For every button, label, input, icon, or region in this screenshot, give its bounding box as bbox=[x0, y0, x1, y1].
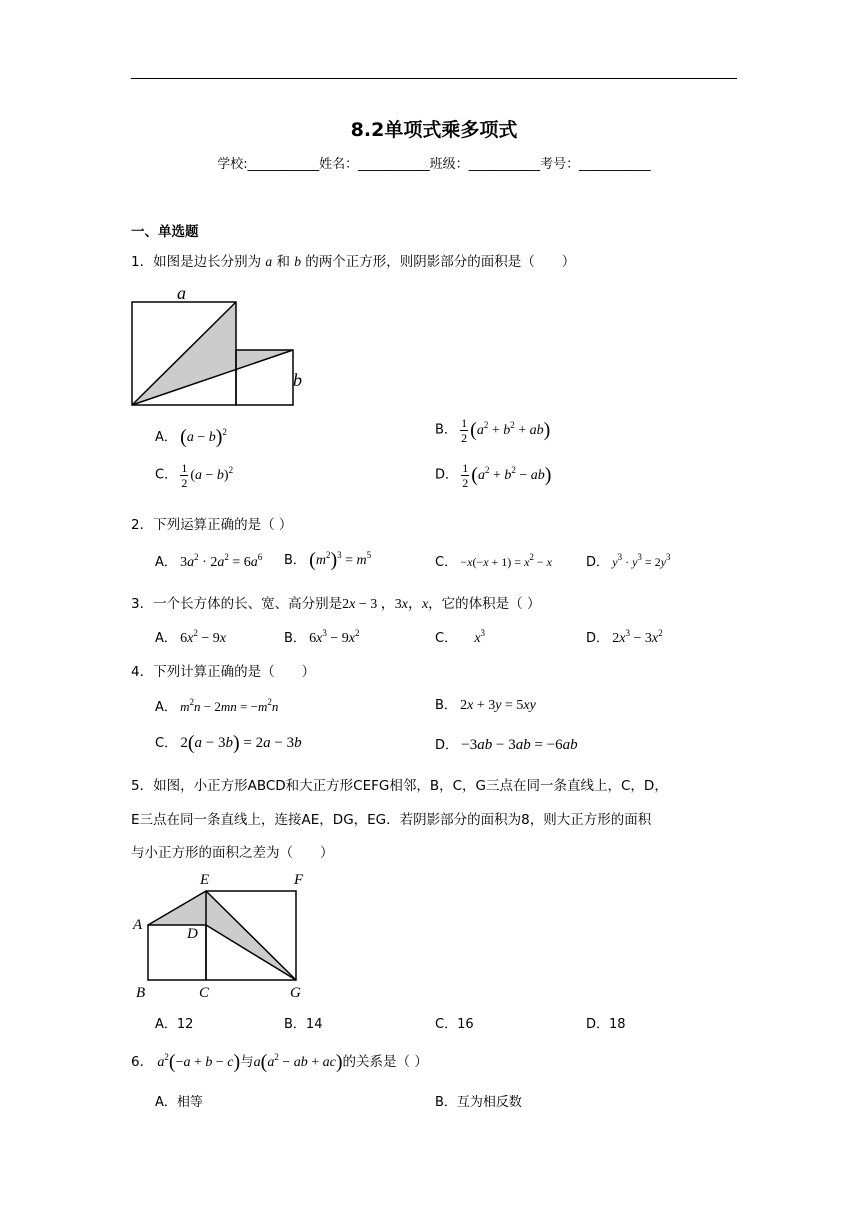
question-5-line-3: 与小正方形的面积之差为（ ） bbox=[131, 845, 334, 861]
q5-line-eg bbox=[206, 891, 296, 980]
q5-label-f: F bbox=[294, 872, 304, 888]
q3-option-c[interactable] bbox=[435, 627, 485, 647]
stem-text: 与 bbox=[240, 1054, 254, 1070]
option-label: C． bbox=[155, 736, 178, 751]
option-label: B．互为相反数 bbox=[435, 1095, 522, 1110]
q5-label-c: C bbox=[199, 985, 210, 1001]
stem-text: 的两个正方形，则阴影部分的面积是（ ） bbox=[305, 254, 576, 270]
q1-label-b: b bbox=[293, 370, 302, 390]
q4-option-d[interactable] bbox=[435, 734, 578, 754]
top-rule bbox=[131, 78, 737, 79]
option-label: B． bbox=[284, 631, 306, 646]
question-5-line-1: 5．如图，小正方形ABCD和大正方形CEFG相邻，B，C，G三点在同一条直线上，C，D， bbox=[131, 778, 668, 794]
q1-option-c[interactable] bbox=[155, 462, 233, 489]
q5-option-b[interactable] bbox=[284, 1013, 322, 1032]
q5-figure bbox=[128, 866, 318, 1006]
stem-text: 如图是边长分别为 bbox=[153, 254, 262, 270]
option-label: D． bbox=[586, 631, 610, 646]
option-math: $x^3$ bbox=[474, 628, 486, 646]
q5-option-d[interactable] bbox=[586, 1013, 626, 1032]
question-number: 1． bbox=[131, 254, 154, 270]
stem-math: 2x − 3 ，3x，x bbox=[342, 597, 429, 612]
option-math: −3ab − 3ab = −6ab bbox=[461, 737, 578, 753]
option-math: 2x + 3y = 5xy bbox=[460, 698, 536, 713]
option-math: $\frac{1}{2}$ $(a^2 + b^2 + ab)$ bbox=[461, 416, 551, 445]
option-label: A．12 bbox=[155, 1017, 194, 1032]
question-4-stem: 4．下列计算正确的是（ ） bbox=[131, 664, 316, 680]
option-label: D． bbox=[586, 555, 610, 570]
option-math: $(m^2)^3 = m^5$ bbox=[309, 549, 372, 571]
option-label: A． bbox=[155, 430, 177, 445]
q5-label-b: B bbox=[136, 985, 146, 1001]
option-math: $\frac{1}{2}$ $(a - b)^2$ bbox=[181, 461, 234, 490]
q4-option-a[interactable] bbox=[155, 696, 278, 715]
q1-option-b[interactable] bbox=[435, 417, 550, 444]
option-math: $6x^3 - 9x^2$ bbox=[309, 628, 360, 646]
q1-figure bbox=[125, 280, 315, 412]
q2-option-c[interactable] bbox=[435, 551, 552, 570]
q1-option-a[interactable] bbox=[155, 426, 227, 449]
option-label: C． bbox=[435, 631, 458, 646]
question-1-stem bbox=[131, 250, 575, 270]
option-label: A． bbox=[155, 700, 177, 715]
q6-option-a[interactable] bbox=[155, 1091, 203, 1110]
option-label: D． bbox=[435, 738, 459, 753]
option-label: A． bbox=[155, 555, 177, 570]
q1-shaded-region bbox=[132, 302, 293, 405]
option-label: B． bbox=[435, 698, 457, 713]
q5-option-a[interactable] bbox=[155, 1013, 193, 1032]
option-label: A．相等 bbox=[155, 1095, 203, 1110]
q2-option-d[interactable] bbox=[586, 551, 671, 570]
stem-text: 和 bbox=[276, 254, 290, 270]
q3-option-d[interactable] bbox=[586, 627, 663, 647]
stem-text: ，它的体积是（ ） bbox=[428, 596, 541, 612]
q3-option-b[interactable] bbox=[284, 627, 360, 647]
option-math: $(a - b)^2$ bbox=[180, 426, 227, 448]
var-b: b bbox=[294, 254, 301, 269]
q5-line-dg bbox=[206, 925, 296, 980]
q6-option-b[interactable] bbox=[435, 1091, 522, 1110]
question-5-line-2: E三点在同一条直线上，连接AE，DG，EG．若阴影部分的面积为8，则大正方形的面积 bbox=[131, 812, 652, 828]
question-6-stem bbox=[131, 1050, 428, 1074]
question-3-stem bbox=[131, 592, 540, 613]
q2-option-a[interactable] bbox=[155, 551, 262, 571]
student-info-line: 学校:___________姓名：___________班级：___________考号：___________ bbox=[217, 157, 651, 172]
section-heading: 一、单选题 bbox=[131, 224, 199, 240]
option-math: $m^2n - 2mn = -m^2n$ bbox=[180, 697, 279, 714]
question-2-stem: 2．下列运算正确的是（ ） bbox=[131, 517, 293, 533]
q3-option-a[interactable] bbox=[155, 627, 226, 647]
option-label: D．18 bbox=[586, 1017, 626, 1032]
option-math: $3a^2 \cdot 2a^2 = 6a^6$ bbox=[180, 552, 263, 570]
option-label: C． bbox=[435, 555, 458, 570]
q4-option-c[interactable] bbox=[155, 732, 302, 755]
option-label: D． bbox=[435, 467, 459, 483]
option-label: C．16 bbox=[435, 1017, 474, 1032]
question-number: 6． bbox=[131, 1054, 154, 1070]
page-title: 8.2单项式乘多项式 bbox=[350, 119, 518, 141]
stem-text: 的关系是（ ） bbox=[342, 1054, 428, 1070]
option-label: B． bbox=[435, 422, 457, 438]
option-math: $y^3 \cdot y^3 = 2y^3$ bbox=[612, 552, 671, 569]
q4-option-b[interactable] bbox=[435, 694, 536, 714]
q5-option-c[interactable] bbox=[435, 1013, 474, 1032]
q5-label-e: E bbox=[200, 872, 210, 888]
option-math: $6x^2 - 9x$ bbox=[180, 628, 226, 646]
q5-label-a: A bbox=[133, 917, 143, 933]
option-label: B． bbox=[284, 553, 306, 568]
q1-label-a: a bbox=[177, 283, 186, 303]
option-label: B．14 bbox=[284, 1017, 323, 1032]
q5-label-g: G bbox=[290, 985, 301, 1001]
var-a: a bbox=[265, 254, 273, 269]
option-math: $2x^3 - 3x^2$ bbox=[612, 628, 663, 646]
q5-label-d: D bbox=[187, 926, 198, 942]
option-label: A． bbox=[155, 631, 177, 646]
stem-text: 3．一个长方体的长、宽、高分别是 bbox=[131, 596, 343, 612]
stem-math: $a(a^2$ − ab + ac) bbox=[253, 1051, 343, 1073]
option-math: $\frac{1}{2}$ $(a^2 + b^2 - ab)$ bbox=[462, 461, 552, 490]
option-label: C． bbox=[155, 467, 178, 483]
stem-math: $a^2(-a + b - c)$ bbox=[157, 1051, 241, 1073]
q2-option-b[interactable] bbox=[284, 549, 371, 572]
option-math: $-x(-x + 1) = x^2 - x$ bbox=[460, 552, 552, 569]
q1-option-d[interactable] bbox=[435, 462, 551, 489]
option-math: 2(a − 3b) = 2a − 3b bbox=[180, 732, 302, 754]
